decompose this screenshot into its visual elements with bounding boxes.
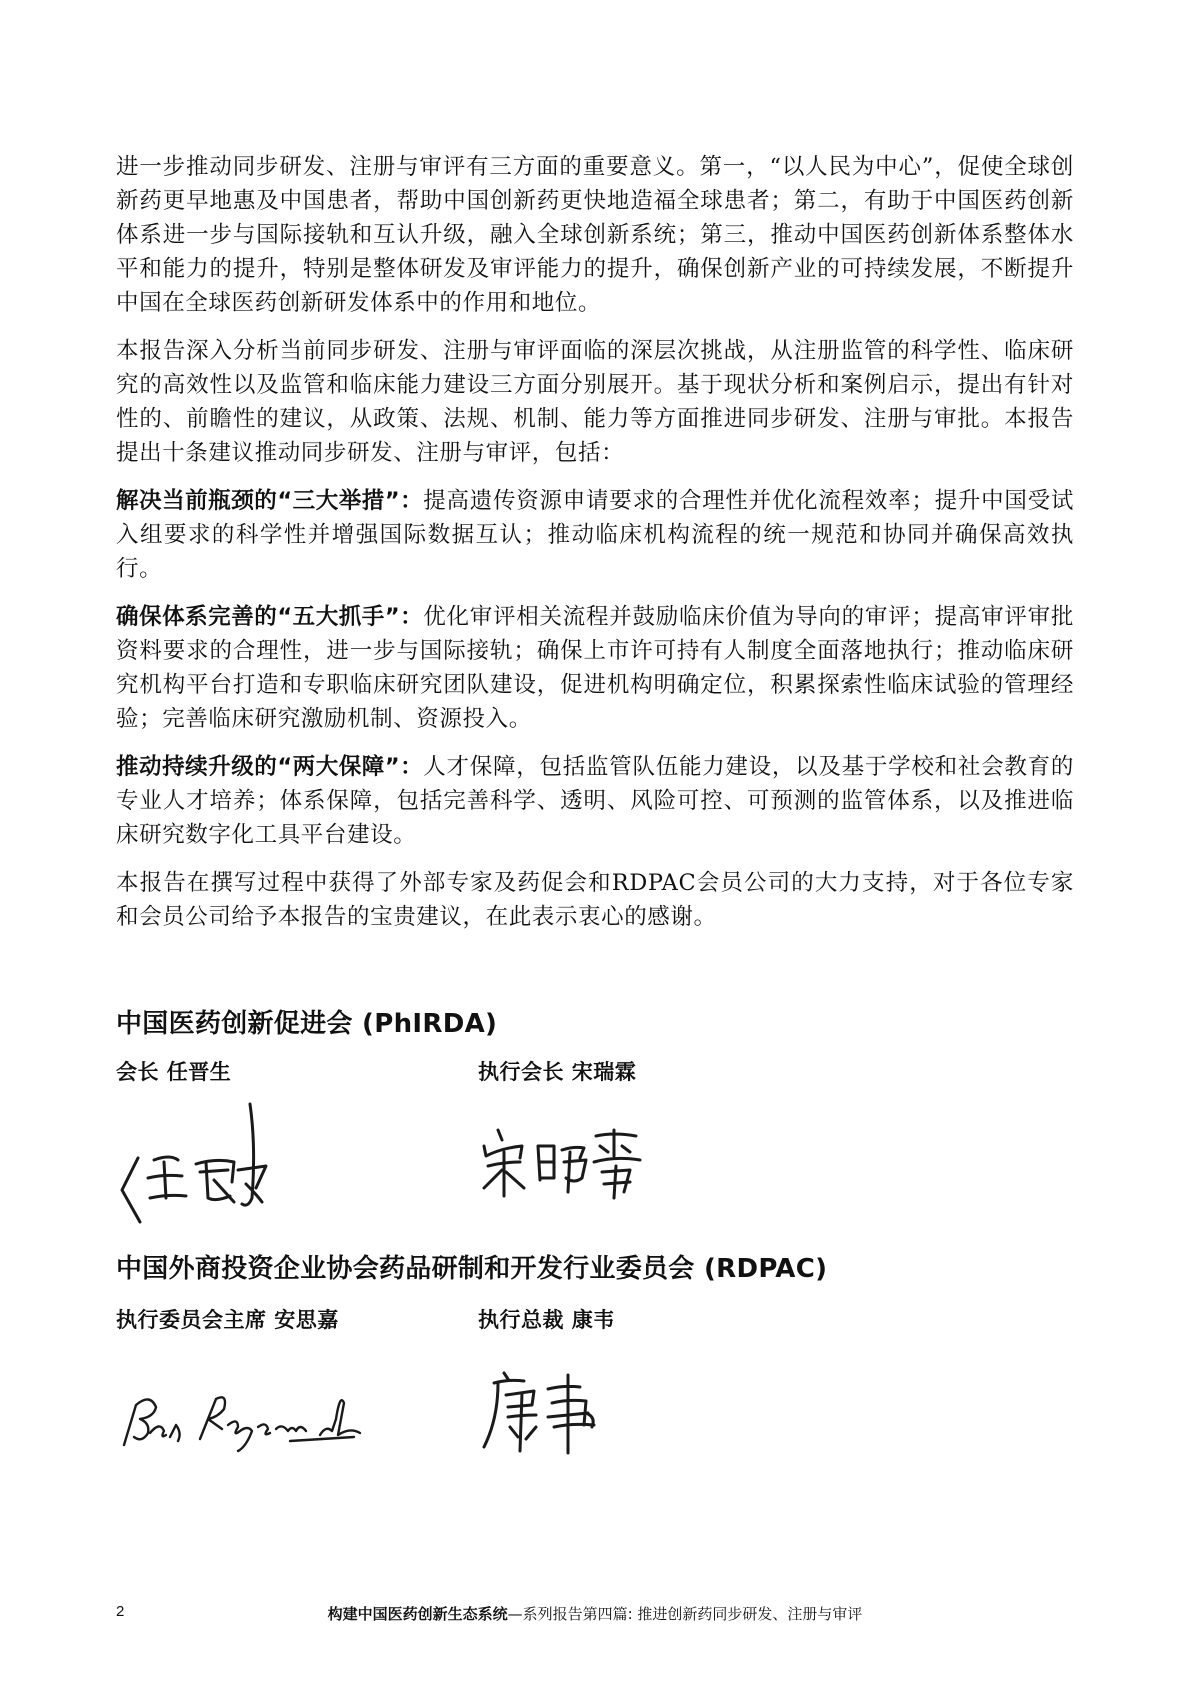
paragraph-4 — [116, 600, 1074, 736]
paragraph-3-lead: 解决当前瓶颈的“三大举措”： — [116, 488, 424, 514]
phirda-president-title: 会长 任晋生 — [116, 1060, 232, 1084]
running-footer — [0, 1603, 1190, 1624]
paragraph-3-text: 提高遗传资源申请要求的合理性并优化流程效率；提升中国受试入组要求的科学性并增强国际数据互认；推动临床机构流程的统一规范和协同并确保高效执行。 — [116, 488, 1074, 582]
signature-song-ruilin — [478, 1122, 648, 1202]
paragraph-5 — [116, 750, 1074, 852]
rdpac-chair-title: 执行委员会主席 安思嘉 — [116, 1308, 339, 1332]
phirda-executive-president-title: 执行会长 宋瑞霖 — [478, 1060, 637, 1084]
paragraph-2 — [116, 334, 1074, 470]
paragraph-6-text: 本报告在撰写过程中获得了外部专家及药促会和RDPAC会员公司的大力支持，对于各位专家和会员公司给予本报告的宝贵建议，在此表示衷心的感谢。 — [116, 870, 1074, 930]
paragraph-1 — [116, 150, 1074, 320]
paragraph-2-text: 本报告深入分析当前同步研发、注册与审评面临的深层次挑战，从注册监管的科学性、临床研究的高效性以及监管和临床能力建设三方面分别展开。基于现状分析和案例启示，提出有针对性的、前瞻性的建议，从政策、法规、机制、能力等方面推进同步研发、注册与审批。本报告提出十条建议推动同步研发、注册与审评，包括： — [116, 338, 1074, 466]
paragraph-3 — [116, 484, 1074, 586]
paragraph-5-lead: 推动持续升级的“两大保障”： — [116, 754, 424, 780]
org-rdpac-name: 中国外商投资企业协会药品研制和开发行业委员会 (RDPAC) — [116, 1254, 828, 1284]
paragraph-1-text: 进一步推动同步研发、注册与审评有三方面的重要意义。第一，“以人民为中心”，促使全球创新药更早地惠及中国患者，帮助中国创新药更快地造福全球患者；第二，有助于中国医药创新体系进一步与国际接轨和互认升级，融入全球创新系统；第三，推动中国医药创新体系整体水平和能力的提升，特别是整体研发及审评能力的提升，确保创新产业的可持续发展，不断提升中国在全球医药创新研发体系中的作用和地位。 — [116, 154, 1074, 316]
org-phirda-name: 中国医药创新促进会 (PhIRDA) — [116, 1009, 498, 1039]
signature-kang-wei — [478, 1365, 628, 1455]
paragraph-6 — [116, 866, 1074, 934]
paragraph-4-lead: 确保体系完善的“五大抓手”： — [116, 604, 424, 630]
signature-ren-jinsheng — [116, 1098, 286, 1228]
footer-subtitle: —系列报告第四篇: 推进创新药同步研发、注册与审评 — [507, 1605, 863, 1623]
body-text — [116, 150, 1074, 948]
page-number: 2 — [116, 1603, 125, 1620]
footer-series-title: 构建中国医药创新生态系统 — [327, 1605, 508, 1623]
paragraph-5-text: 人才保障，包括监管队伍能力建设，以及基于学校和社会教育的专业人才培养；体系保障，包括完善科学、透明、风险可控、可预测的监管体系，以及推进临床研究数字化工具平台建设。 — [116, 754, 1074, 848]
paragraph-4-text: 优化审评相关流程并鼓励临床价值为导向的审评；提高审评审批资料要求的合理性，进一步与国际接轨；确保上市许可持有人制度全面落地执行；推动临床研究机构平台打造和专职临床研究团队建设，促进机构明确定位，积累探索性临床试验的管理经验；完善临床研究激励机制、资源投入。 — [116, 604, 1074, 732]
signature-an-sijia — [120, 1385, 370, 1455]
rdpac-executive-president-title: 执行总裁 康韦 — [478, 1308, 615, 1332]
